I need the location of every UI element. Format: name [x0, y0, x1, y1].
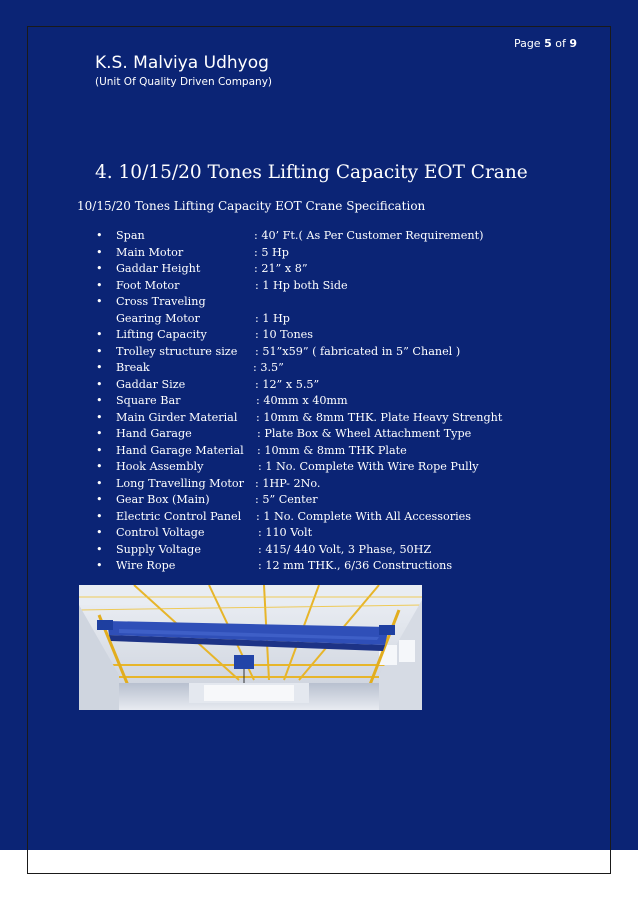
spec-label: Wire Rope — [116, 559, 176, 572]
spec-label: Control Voltage — [116, 526, 205, 539]
spec-value: : 10mm & 8mm THK. Plate Heavy Strenght — [256, 410, 503, 424]
spec-label: Gaddar Height — [116, 262, 201, 275]
spec-label: Foot Motor — [116, 278, 180, 292]
bullet-icon: • — [96, 328, 103, 341]
bullet-icon: • — [96, 410, 103, 424]
bullet-icon: • — [96, 460, 103, 473]
spec-label: Long Travelling Motor — [116, 476, 244, 490]
page-total: 9 — [569, 37, 577, 50]
spec-label: Break — [116, 361, 150, 374]
bullet-icon: • — [96, 559, 103, 572]
spec-label: Span — [116, 229, 145, 242]
bullet-icon: • — [96, 526, 103, 539]
spec-label: Gearing Motor — [116, 311, 200, 325]
spec-value: : 51”x59” ( fabricated in 5” Chanel ) — [255, 344, 461, 358]
spec-label: Electric Control Panel — [116, 509, 242, 523]
spec-value: : 12” x 5.5” — [255, 377, 320, 391]
spec-label: Gear Box (Main) — [116, 493, 210, 506]
bullet-icon: • — [96, 542, 103, 556]
section-subheading: 10/15/20 Tones Lifting Capacity EOT Crane Specification — [77, 199, 426, 213]
page-label: Page — [513, 37, 541, 50]
bullet-icon: • — [96, 509, 103, 523]
spec-value: : 1 Hp both Side — [255, 278, 348, 292]
spec-value: : 110 Volt — [258, 526, 313, 539]
spec-label: Main Girder Material — [116, 410, 238, 424]
page-current: 5 — [544, 37, 552, 50]
spec-value: : 415/ 440 Volt, 3 Phase, 50HZ — [258, 542, 432, 556]
page-number — [514, 37, 577, 50]
spec-label: Cross Traveling — [116, 295, 206, 308]
spec-value: : 1 No. Complete With All Accessories — [256, 509, 472, 523]
page-of: of — [555, 37, 566, 50]
spec-label: Hook Assembly — [116, 460, 204, 473]
company-name: K.S. Malviya Udhyog — [95, 53, 269, 73]
spec-value: : 40’ Ft.( As Per Customer Requirement) — [254, 229, 484, 242]
bullet-icon: • — [96, 245, 103, 259]
bullet-icon: • — [96, 394, 103, 407]
spec-label: Trolley structure size — [116, 344, 238, 358]
bullet-icon: • — [96, 443, 103, 457]
spec-label: Gaddar Size — [116, 377, 186, 391]
spec-value: : 21” x 8” — [254, 262, 308, 275]
bullet-icon: • — [96, 344, 103, 358]
section-heading: 4. 10/15/20 Tones Lifting Capacity EOT Crane — [95, 162, 528, 183]
bullet-icon: • — [96, 377, 103, 391]
spec-label: Square Bar — [116, 394, 181, 407]
spec-value: : 1HP- 2No. — [255, 476, 321, 490]
spec-label: Hand Garage Material — [116, 443, 244, 457]
spec-value: : Plate Box & Wheel Attachment Type — [257, 427, 472, 440]
spec-label: Hand Garage — [116, 427, 192, 440]
bullet-icon: • — [96, 493, 103, 506]
company-tagline: (Unit Of Quality Driven Company) — [95, 76, 272, 88]
bullet-icon: • — [96, 278, 103, 292]
spec-value: : 5 Hp — [254, 245, 289, 259]
bullet-icon: • — [96, 229, 103, 242]
spec-value: : 5” Center — [255, 493, 318, 506]
bullet-icon: • — [96, 361, 103, 374]
spec-value: : 10 Tones — [255, 328, 314, 341]
bullet-icon: • — [96, 262, 103, 275]
bullet-icon: • — [96, 295, 103, 308]
spec-value: : 1 No. Complete With Wire Rope Pully — [258, 460, 479, 473]
spec-value: : 40mm x 40mm — [256, 394, 348, 407]
spec-label: Supply Voltage — [116, 542, 201, 556]
spec-value: : 3.5” — [253, 361, 284, 374]
crane-photo — [79, 585, 422, 710]
spec-value: : 1 Hp — [255, 311, 290, 325]
spec-value: : 12 mm THK., 6/36 Constructions — [258, 559, 453, 572]
bullet-icon: • — [96, 427, 103, 440]
spec-value: : 10mm & 8mm THK Plate — [257, 443, 407, 457]
spec-label: Lifting Capacity — [116, 328, 207, 341]
spec-label: Main Motor — [116, 245, 184, 259]
bullet-icon: • — [96, 476, 103, 490]
